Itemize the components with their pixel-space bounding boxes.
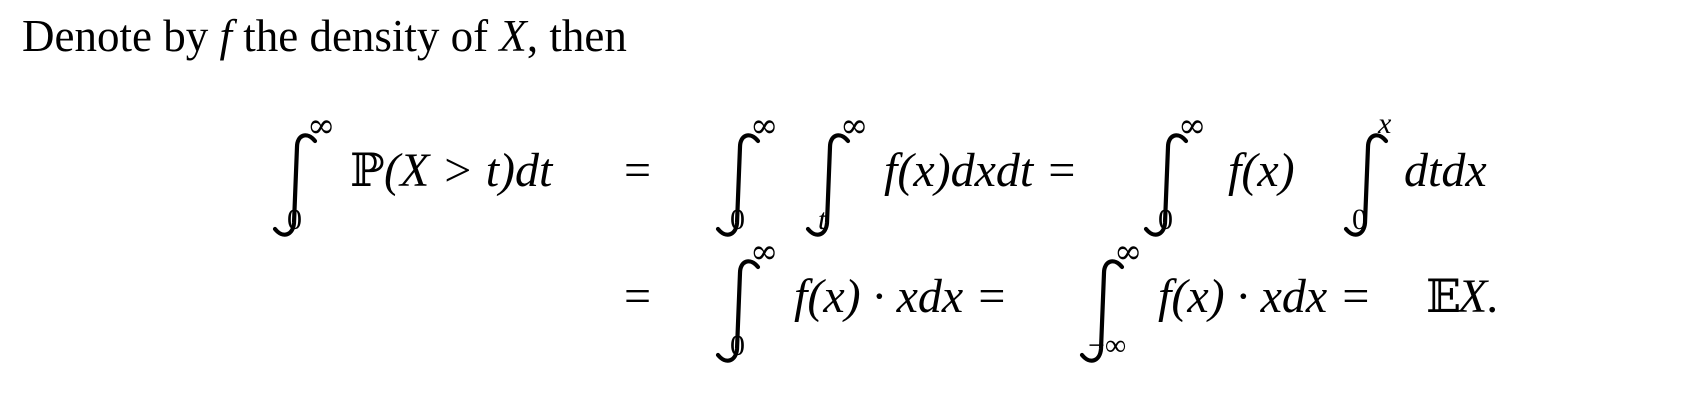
expect-symbol: 𝔼: [1426, 269, 1462, 323]
row2-term2-tail: X.: [1458, 270, 1500, 323]
row1-term2-inner-integral: [1346, 107, 1392, 236]
prob-symbol: ℙ: [350, 143, 385, 197]
integral-upper-limit: x: [1378, 107, 1392, 140]
row2-term2-integral: [1082, 232, 1142, 362]
row1-relation: =: [624, 144, 652, 197]
integral-upper-limit: ∞: [840, 106, 869, 146]
row2-term1-integral: [718, 232, 778, 362]
row2-relation: =: [624, 270, 652, 323]
integral-upper-limit: ∞: [1114, 232, 1143, 272]
row1-term2-outer-integral: [1146, 106, 1206, 236]
integral-sign: [808, 135, 848, 234]
integral-upper-limit: ∞: [750, 106, 779, 146]
row1-term1-body: f(x)dxdt =: [884, 144, 1078, 197]
integral-upper-limit: ∞: [750, 232, 779, 272]
intro-text-before: Denote by: [22, 11, 220, 61]
row1-outer-integral: [718, 106, 778, 236]
symbol-f: f: [219, 11, 232, 61]
integral-upper-limit: ∞: [307, 106, 336, 146]
row1-lhs-body: (X > t)dt: [384, 144, 553, 197]
integral-lower-limit: 0: [287, 203, 302, 236]
intro-text-after: , then: [526, 11, 627, 61]
row2-term2-body: f(x) · xdx =: [1158, 270, 1372, 323]
integral-upper-limit: ∞: [1178, 106, 1207, 146]
row1-lhs-integral: [275, 106, 335, 236]
row1-term2-tail: dtdx: [1404, 144, 1487, 197]
integral-lower-limit: −∞: [1088, 329, 1127, 362]
row2-term1-body: f(x) · xdx =: [794, 270, 1008, 323]
integral-lower-limit: t: [818, 203, 827, 236]
integral-lower-limit: 0: [1158, 203, 1173, 236]
integral-lower-limit: 0: [730, 329, 745, 362]
row1-inner-integral: [808, 106, 868, 236]
symbol-X: X: [499, 11, 527, 61]
integral-lower-limit: 0: [730, 203, 745, 236]
intro-text-middle: the density of: [231, 11, 500, 61]
row1-term2-body: f(x): [1228, 144, 1295, 197]
integral-lower-limit: 0: [1352, 203, 1367, 236]
